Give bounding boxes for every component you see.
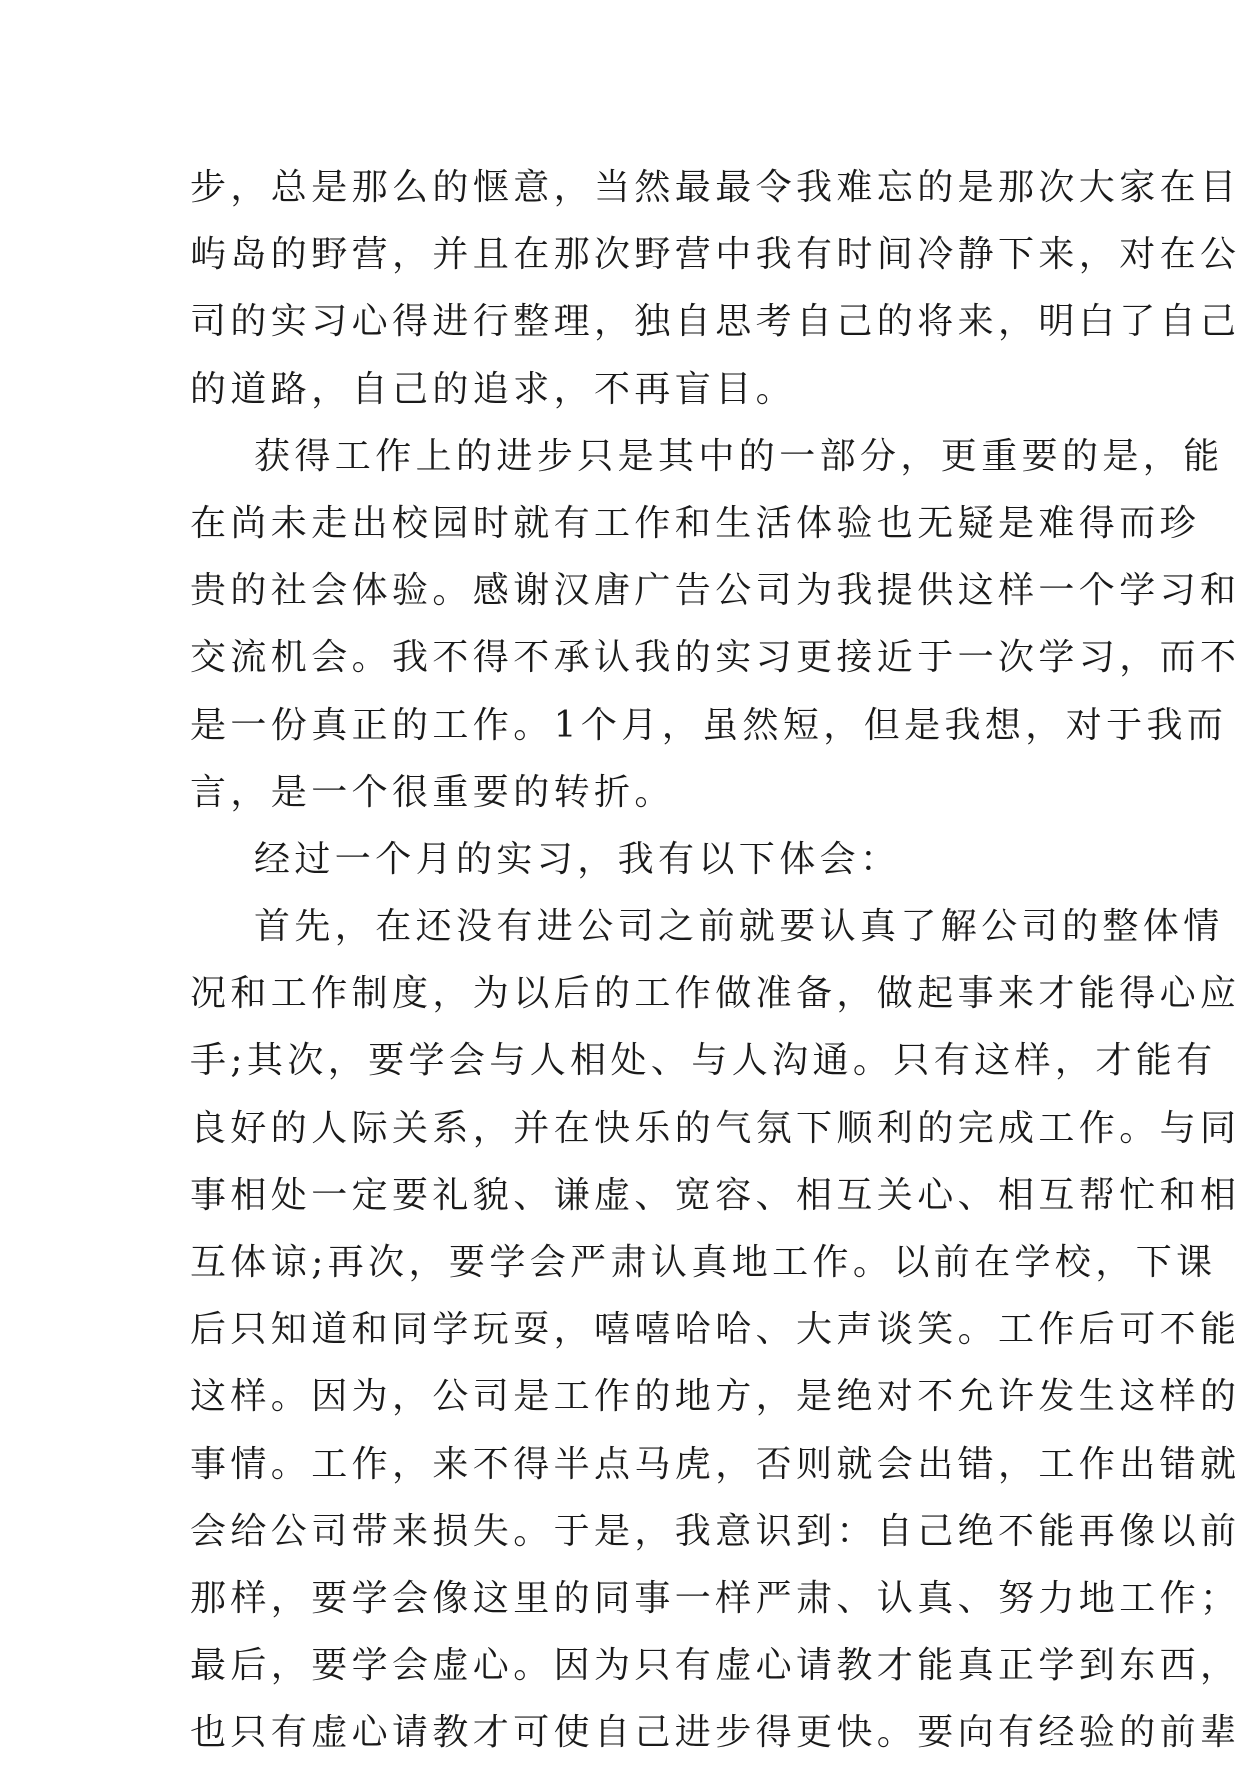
text-line: 互体谅;再次，要学会严肃认真地工作。以前在学校，下课 (190, 1242, 1217, 1283)
text-line: 事情。工作，来不得半点马虎，否则就会出错，工作出错就 (190, 1443, 1241, 1485)
text-line: 言，是一个很重要的转折。 (190, 771, 675, 813)
text-line: 事相处一定要礼貌、谦虚、宽容、相互关心、相互帮忙和相 (190, 1174, 1241, 1216)
text-line: 况和工作制度，为以后的工作做准备，做起事来才能得心应 (190, 973, 1241, 1015)
text-line: 的道路，自己的追求，不再盲目。 (190, 368, 797, 410)
paragraph-first-line: 获得工作上的进步只是其中的一部分，更重要的是，能 (254, 435, 1224, 477)
body-text (190, 154, 1241, 1767)
text-line: 步，总是那么的惬意，当然最最令我难忘的是那次大家在目 (190, 167, 1241, 208)
text-line: 会给公司带来损失。于是，我意识到：自己绝不能再像以前 (190, 1510, 1241, 1552)
text-line: 也只有虚心请教才可使自己进步得更快。要向有经验的前辈 (190, 1712, 1241, 1754)
paragraph-first-line: 首先，在还没有进公司之前就要认真了解公司的整体情 (254, 906, 1224, 948)
text-line: 在尚未走出校园时就有工作和生活体验也无疑是难得而珍 (190, 502, 1201, 544)
text-line: 屿岛的野营，并且在那次野营中我有时间冷静下来，对在公 (190, 234, 1241, 276)
text-line: 贵的社会体验。感谢汉唐广告公司为我提供这样一个学习和 (190, 570, 1241, 612)
text-line: 是一份真正的工作。1个月，虽然短，但是我想，对于我而 (190, 704, 1228, 746)
text-line: 这样。因为，公司是工作的地方，是绝对不允许发生这样的 (190, 1376, 1241, 1418)
text-line: 交流机会。我不得不承认我的实习更接近于一次学习，而不 (190, 637, 1241, 679)
text-line: 那样，要学会像这里的同事一样严肃、认真、努力地工作； (190, 1577, 1241, 1619)
text-line: 良好的人际关系，并在快乐的气氛下顺利的完成工作。与同 (190, 1107, 1241, 1149)
text-line: 司的实习心得进行整理，独自思考自己的将来，明白了自己 (190, 301, 1241, 343)
text-line: 手;其次，要学会与人相处、与人沟通。只有这样，才能有 (190, 1040, 1217, 1082)
text-line: 最后，要学会虚心。因为只有虚心请教才能真正学到东西， (190, 1645, 1241, 1687)
text-line: 后只知道和同学玩耍，嘻嘻哈哈、大声谈笑。工作后可不能 (190, 1309, 1241, 1351)
paragraph-first-line: 经过一个月的实习，我有以下体会： (254, 838, 901, 880)
